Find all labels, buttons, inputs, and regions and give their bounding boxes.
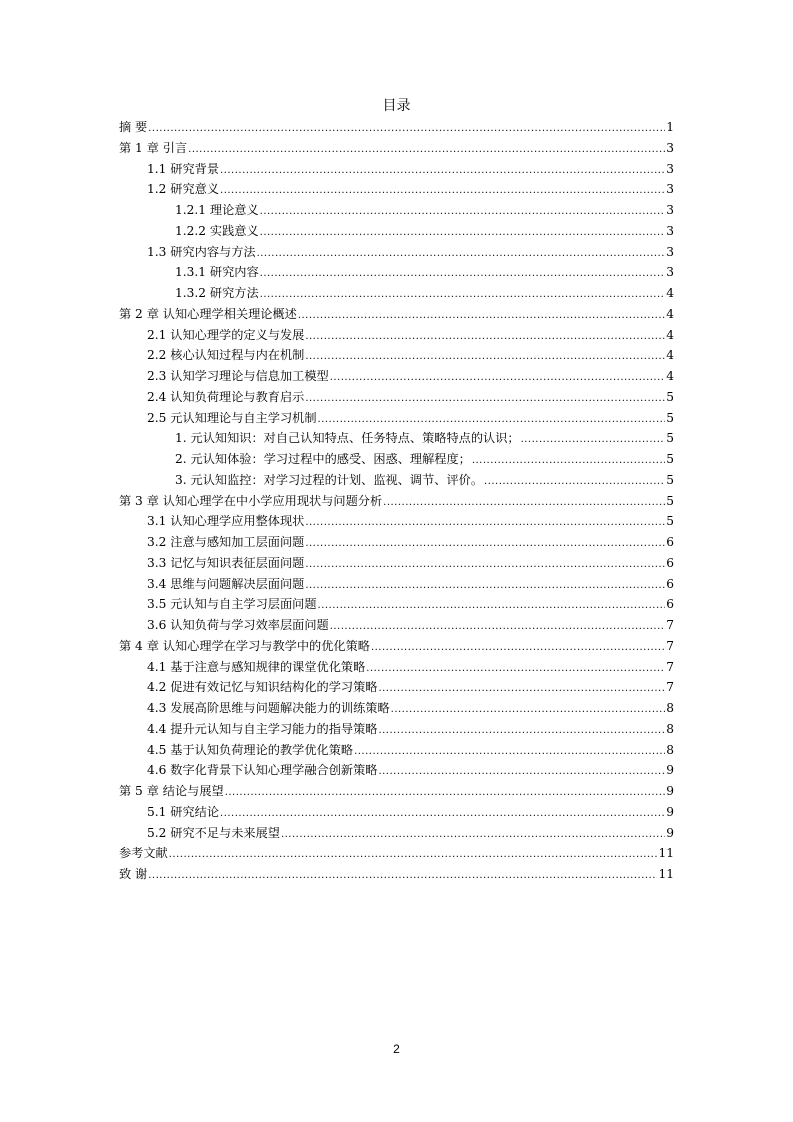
toc-entry-label: 1.2 研究意义 [147,182,220,197]
toc-entry-page: 5 [666,410,674,425]
toc-entry-section-2-2[interactable] [119,345,674,366]
toc-entry-label: 5.2 研究不足与未来展望 [147,825,280,840]
toc-leader-dots [260,285,666,306]
toc-entry-label: 摘 要 [119,120,148,134]
toc-entry-label: 4.4 提升元认知与自主学习能力的指导策略 [147,721,378,736]
toc-entry-section-4-6[interactable] [119,760,674,781]
toc-entry-chapter-4[interactable] [119,636,674,657]
toc-entry-page: 7 [666,618,674,632]
toc-entry-label: 4.1 基于注意与感知规律的课堂优化策略 [147,659,366,674]
toc-entry-page: 6 [666,535,674,549]
toc-entry-label: 1. 元认知知识：对自己认知特点、任务特点、策略特点的认识； [175,431,520,446]
toc-entry-item-2-5-2[interactable] [119,449,674,470]
toc-entry-references[interactable] [119,843,674,864]
toc-entry-section-1-3[interactable] [119,242,674,263]
toc-entry-page: 9 [666,784,674,798]
toc-entry-label: 4.3 发展高阶思维与问题解决能力的训练策略 [147,701,390,715]
toc-entry-section-2-1[interactable] [119,325,674,346]
toc-leader-dots [318,596,666,617]
toc-entry-page: 7 [666,659,674,674]
toc-entry-section-5-2[interactable] [119,823,674,844]
toc-entry-section-4-3[interactable] [119,698,674,719]
toc-entry-section-1-3-1[interactable] [119,262,674,283]
toc-entry-page: 11 [658,846,674,861]
toc-entry-chapter-3[interactable] [119,491,674,512]
toc-entry-page: 8 [666,721,674,736]
toc-entry-chapter-1[interactable] [119,138,674,159]
toc-leader-dots [220,161,665,182]
toc-entry-section-2-4[interactable] [119,387,674,408]
toc-entry-label: 1.3 研究内容与方法 [147,244,256,259]
toc-entry-page: 5 [666,472,674,487]
toc-entry-label: 2.1 认知心理学的定义与发展 [147,327,305,342]
toc-leader-dots [472,451,665,472]
toc-entry-page: 4 [666,286,674,300]
toc-entry-label: 2.4 认知负荷理论与教育启示 [147,389,305,404]
toc-entry-page: 3 [666,203,674,217]
toc-leader-dots [305,347,665,368]
toc-entry-page: 8 [666,742,674,757]
toc-entry-section-1-2-1[interactable] [119,200,674,221]
toc-leader-dots [169,845,658,866]
toc-leader-dots [391,700,666,721]
toc-leader-dots [330,617,666,638]
toc-entry-page: 5 [666,452,674,466]
toc-leader-dots [305,389,665,410]
toc-leader-dots [281,825,665,846]
toc-leader-dots [148,119,665,140]
toc-leader-dots [188,140,665,161]
toc-entry-section-3-3[interactable] [119,553,674,574]
toc-entry-label: 1.3.2 研究方法 [175,286,259,300]
toc-leader-dots [330,368,666,389]
toc-entry-page: 4 [666,369,674,383]
toc-leader-dots [378,762,665,783]
toc-entry-section-1-2-2[interactable] [119,221,674,242]
toc-title: 目录 [382,98,411,114]
toc-entry-label: 3.1 认知心理学应用整体现状 [147,514,305,529]
toc-entry-label: 致 谢 [119,867,148,881]
toc-entry-section-4-1[interactable] [119,657,674,678]
toc-entry-page: 5 [666,493,674,508]
toc-entry-page: 5 [666,431,674,446]
toc-entry-page: 3 [666,265,674,280]
toc-entry-section-3-5[interactable] [119,594,674,615]
toc-leader-dots [260,202,666,223]
toc-entry-section-4-4[interactable] [119,719,674,740]
toc-entry-section-1-1[interactable] [119,159,674,180]
toc-leader-dots [305,327,665,348]
toc-leader-dots [305,534,665,555]
toc-leader-dots [378,679,665,700]
toc-entry-label: 2.3 认知学习理论与信息加工模型 [147,369,329,383]
toc-entry-page: 7 [666,680,674,695]
toc-entry-section-2-5[interactable] [119,408,674,429]
toc-entry-page: 5 [666,389,674,404]
toc-entry-section-2-3[interactable] [119,366,674,387]
toc-entry-label: 2. 元认知体验：学习过程中的感受、困惑、理解程度； [175,452,471,466]
toc-leader-dots [148,866,657,887]
toc-entry-page: 3 [666,244,674,259]
toc-entry-label: 3.5 元认知与自主学习层面问题 [147,597,317,612]
toc-entry-label: 4.5 基于认知负荷理论的教学优化策略 [147,742,354,757]
toc-entry-label: 2.5 元认知理论与自主学习机制 [147,410,317,425]
toc-leader-dots [305,576,665,597]
toc-leader-dots [383,493,665,514]
toc-entry-label: 3. 元认知监控：对学习过程的计划、监视、调节、评价。 [175,472,484,487]
toc-leader-dots [260,223,666,244]
toc-leader-dots [220,181,665,202]
toc-entry-label: 3.3 记忆与知识表征层面问题 [147,555,305,570]
toc-leader-dots [225,783,666,804]
toc-entry-label: 4.6 数字化背景下认知心理学融合创新策略 [147,763,378,778]
toc-entry-label: 第 4 章 认知心理学在学习与教学中的优化策略 [119,638,370,653]
toc-leader-dots [318,410,666,431]
toc-entry-abstract[interactable] [119,117,674,138]
toc-entry-label: 参考文献 [119,846,168,861]
toc-entry-label: 1.2.2 实践意义 [175,223,259,238]
toc-entry-section-4-2[interactable] [119,677,674,698]
toc-entry-page: 3 [666,140,674,155]
toc-leader-dots [257,244,666,265]
page-number: 2 [393,1042,400,1056]
toc-leader-dots [484,472,665,493]
toc-entry-page: 8 [666,701,674,715]
toc-entry-chapter-5[interactable] [119,781,674,802]
toc-entry-page: 4 [666,306,674,321]
toc-entry-page: 6 [666,576,674,591]
toc-leader-dots [305,555,665,576]
toc-leader-dots [521,430,666,451]
toc-entry-section-5-1[interactable] [119,802,674,823]
toc-entry-page: 7 [666,638,674,653]
toc-entry-section-4-5[interactable] [119,740,674,761]
toc-entry-label: 3.2 注意与感知加工层面问题 [147,535,305,549]
toc-entry-section-1-2[interactable] [119,179,674,200]
toc-entry-page: 3 [666,161,674,176]
toc-leader-dots [354,742,665,763]
toc-entry-page: 6 [666,597,674,612]
toc-leader-dots [371,638,665,659]
toc-entry-page: 5 [666,514,674,529]
toc-entry-page: 9 [666,763,674,778]
toc-entry-acknowledgements[interactable] [119,864,674,885]
toc-entry-page: 9 [666,825,674,840]
toc-entry-page: 11 [658,867,674,881]
toc-leader-dots [305,513,665,534]
toc-entry-page: 3 [666,182,674,197]
toc-entry-section-3-4[interactable] [119,574,674,595]
toc-entry-section-3-6[interactable] [119,615,674,636]
toc-entry-page: 3 [666,223,674,238]
toc-leader-dots [298,306,665,327]
toc-leader-dots [378,721,665,742]
toc-entry-label: 第 2 章 认知心理学相关理论概述 [119,306,297,321]
toc-entry-page: 1 [666,120,674,134]
toc-entry-label: 1.2.1 理论意义 [175,203,259,217]
toc-leader-dots [260,264,666,285]
toc-entry-label: 3.4 思维与问题解决层面问题 [147,576,305,591]
toc-entry-label: 1.3.1 研究内容 [175,265,259,280]
toc-entry-label: 1.1 研究背景 [147,161,220,176]
toc-entry-page: 4 [666,348,674,363]
toc-entry-section-3-2[interactable] [119,532,674,553]
toc-entry-label: 3.6 认知负荷与学习效率层面问题 [147,618,329,632]
toc-entry-page: 4 [666,327,674,342]
toc-entry-label: 第 3 章 认知心理学在中小学应用现状与问题分析 [119,493,383,508]
toc-entry-label: 第 1 章 引言 [119,140,188,155]
toc-entry-label: 5.1 研究结论 [147,804,220,819]
toc-entry-page: 6 [666,555,674,570]
toc-leader-dots [366,659,665,680]
toc-entry-label: 4.2 促进有效记忆与知识结构化的学习策略 [147,680,378,695]
toc-entry-label: 第 5 章 结论与展望 [119,784,224,798]
toc-entry-item-2-5-3[interactable] [119,470,674,491]
toc-entry-label: 2.2 核心认知过程与内在机制 [147,348,305,363]
toc-entry-section-1-3-2[interactable] [119,283,674,304]
table-of-contents [119,117,674,885]
toc-entry-chapter-2[interactable] [119,304,674,325]
toc-entry-page: 9 [666,804,674,819]
toc-entry-item-2-5-1[interactable] [119,428,674,449]
toc-leader-dots [220,804,665,825]
toc-entry-section-3-1[interactable] [119,511,674,532]
